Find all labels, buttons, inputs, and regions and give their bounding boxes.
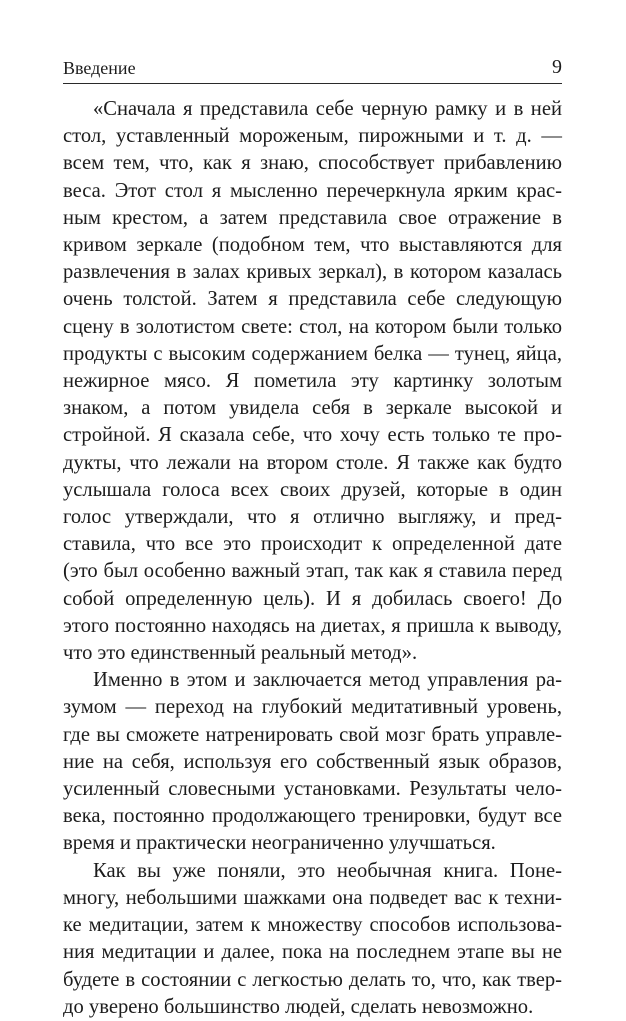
paragraph-quote: «Сначала я представила себе черную рамку и в ней стол, уставленный мороженым, пирожными и т. д. — всем тем, что, как я знаю, способствует прибавлению веса. Этот стол я мысленно перечеркнула ярким красным крестом, а затем представила свое отражение в кривом зеркале (подобном тем, что выставляются для развлечения в залах кривых зеркал), в котором казалась очень толстой. Затем я представила себе следующую сцену в золотистом свете: стол, на котором были только продукты с высоким содержанием белка — тунец, яйца, нежирное мясо. Я пометила эту картинку золотым знаком, а потом увидела себя в зеркале высокой и стройной. Я сказала себе, что хочу есть только те продукты, что лежали на втором столе. Я также как будто услышала голоса всех своих друзей, которые в один голос утверждали, что я отлично выгляжу, и представила, что все это происходит к определенной дате (это был особенно важный этап, так как я ставила перед собой определенную цель). И я добилась своего! До этого постоянно находясь на диетах, я пришла к выводу, что это единственный реальный метод». bbox=[63, 98, 562, 665]
running-header bbox=[63, 56, 562, 80]
body-text bbox=[63, 96, 562, 1021]
header-divider bbox=[63, 83, 562, 84]
paragraph-method: Именно в этом и заключается метод управления разумом — переход на глубокий медитативный уровень, где вы сможете натренировать свой мозг брать управление на себя, используя его собственный язык образов, усиленный словесными установками. Результаты человека, постоянно продолжающего тренировки, будут все время и практически неограниченно улучшаться. bbox=[63, 669, 562, 855]
chapter-title: Введение bbox=[63, 58, 136, 78]
paragraph-book-intro: Как вы уже поняли, это необычная книга. Понемногу, небольшими шажками она подведет вас к технике медитации, затем к множеству способов использования медитации и далее, пока на последнем этапе вы не будете в состоянии с легкостью делать то, что, как твердо уверено большинство людей, сделать невозможно. bbox=[63, 859, 562, 1018]
page-number: 9 bbox=[552, 56, 562, 78]
